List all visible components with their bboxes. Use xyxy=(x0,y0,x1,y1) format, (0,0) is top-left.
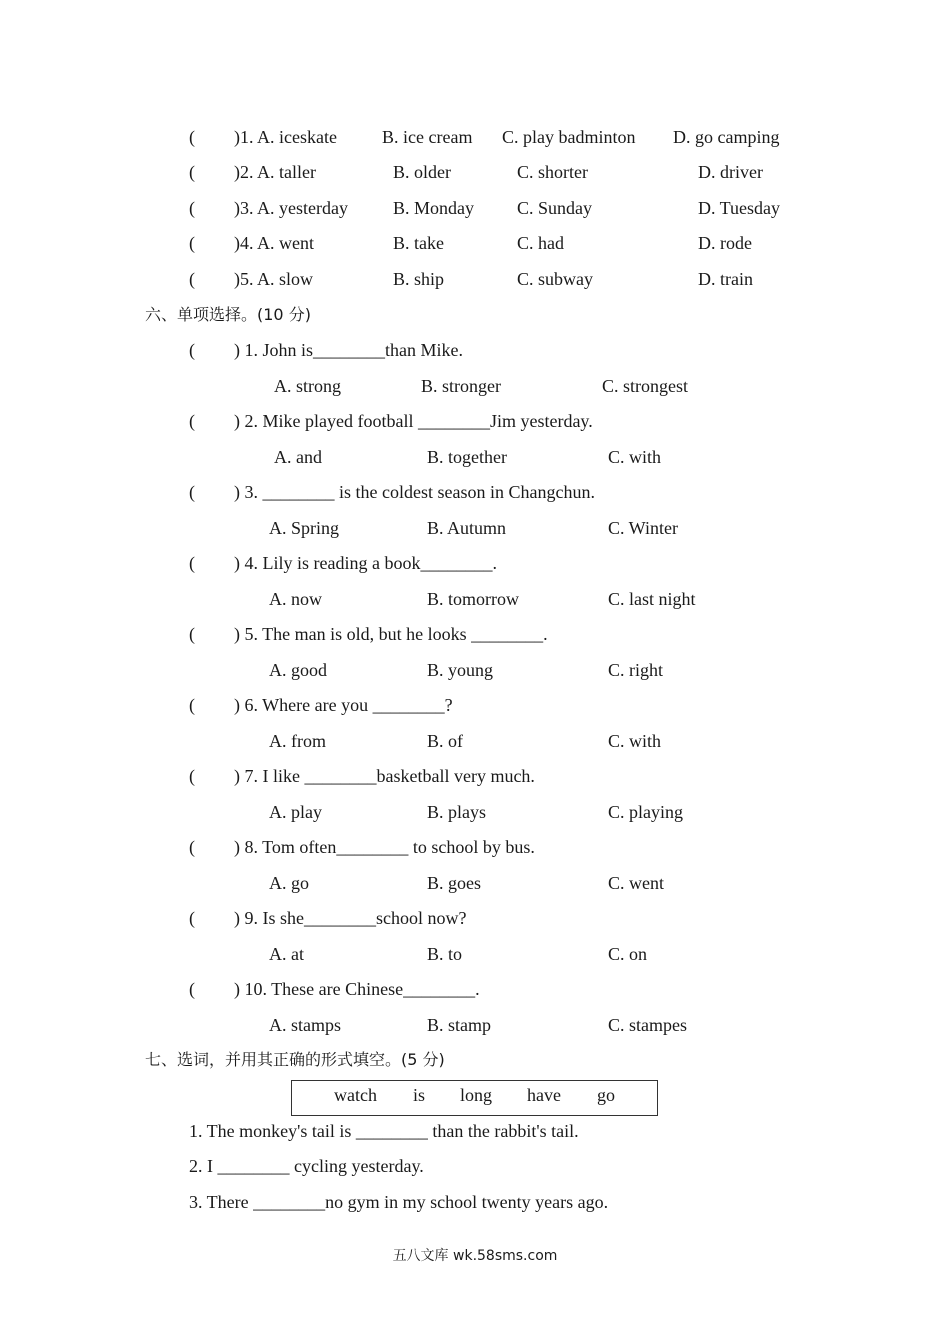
option-a: A. go xyxy=(269,873,309,893)
option-c: C. play badminton xyxy=(502,127,636,147)
option-b: B. take xyxy=(393,233,444,253)
option-a: )1. A. iceskate xyxy=(234,127,337,147)
option-c: C. playing xyxy=(608,802,683,822)
word-bank-item: go xyxy=(597,1085,615,1105)
answer-paren: ( xyxy=(189,411,195,431)
answer-paren: ( xyxy=(189,979,195,999)
question-text: ) 3. ________ is the coldest season in Changchun. xyxy=(234,482,595,502)
option-c: C. with xyxy=(608,447,662,467)
fill-sentence: 3. There ________no gym in my school twenty years ago. xyxy=(189,1192,609,1212)
question-text: ) 10. These are Chinese________. xyxy=(234,979,480,999)
option-b: B. to xyxy=(427,944,463,964)
option-b: B. Monday xyxy=(393,198,474,218)
question-text: ) 9. Is she________school now? xyxy=(234,908,467,928)
option-b: B. of xyxy=(427,731,463,751)
option-a: A. good xyxy=(269,660,327,680)
option-c: C. subway xyxy=(517,269,593,289)
option-b: B. plays xyxy=(427,802,487,822)
option-b: B. together xyxy=(427,447,507,467)
answer-paren: ( xyxy=(189,553,195,573)
answer-paren: ( xyxy=(189,624,195,644)
answer-paren: ( xyxy=(189,695,195,715)
word-bank-item: have xyxy=(527,1085,561,1105)
question-text: ) 5. The man is old, but he looks ________. xyxy=(234,624,548,644)
option-a: )4. A. went xyxy=(234,233,314,253)
option-c: C. Sunday xyxy=(517,198,593,218)
answer-paren: ( xyxy=(189,233,195,253)
question-text: ) 7. I like ________basketball very much. xyxy=(234,766,535,786)
answer-paren: ( xyxy=(189,127,195,147)
option-a: )5. A. slow xyxy=(234,269,314,289)
page-footer: 五八文库 wk.58sms.com xyxy=(392,1248,558,1264)
option-c: C. last night xyxy=(608,589,696,609)
question-text: ) 4. Lily is reading a book________. xyxy=(234,553,497,573)
option-c: C. right xyxy=(608,660,664,680)
option-b: B. stronger xyxy=(421,376,501,396)
answer-paren: ( xyxy=(189,837,195,857)
option-a: A. Spring xyxy=(269,518,340,538)
option-c: C. went xyxy=(608,873,664,893)
option-a: A. stamps xyxy=(269,1015,341,1035)
fill-sentence: 2. I ________ cycling yesterday. xyxy=(189,1156,424,1176)
answer-paren: ( xyxy=(189,482,195,502)
option-a: A. at xyxy=(269,944,304,964)
answer-paren: ( xyxy=(189,162,195,182)
option-d: D. train xyxy=(698,269,753,289)
option-d: D. go camping xyxy=(673,127,780,147)
option-c: C. on xyxy=(608,944,648,964)
option-b: B. young xyxy=(427,660,494,680)
answer-paren: ( xyxy=(189,766,195,786)
fill-sentence: 1. The monkey's tail is ________ than the rabbit's tail. xyxy=(189,1121,579,1141)
option-c: C. stampes xyxy=(608,1015,687,1035)
option-d: D. Tuesday xyxy=(698,198,781,218)
option-b: B. tomorrow xyxy=(427,589,519,609)
option-a: A. and xyxy=(274,447,322,467)
option-c: C. shorter xyxy=(517,162,588,182)
question-text: ) 6. Where are you ________? xyxy=(234,695,453,715)
option-b: B. ship xyxy=(393,269,445,289)
option-a: )3. A. yesterday xyxy=(234,198,348,218)
answer-paren: ( xyxy=(189,908,195,928)
option-c: C. had xyxy=(517,233,564,253)
word-bank-item: long xyxy=(460,1085,493,1105)
option-b: B. stamp xyxy=(427,1015,492,1035)
option-c: C. with xyxy=(608,731,662,751)
option-a: A. strong xyxy=(274,376,341,396)
option-a: A. play xyxy=(269,802,322,822)
word-bank-item: watch xyxy=(334,1085,377,1105)
option-b: B. goes xyxy=(427,873,481,893)
option-b: B. Autumn xyxy=(427,518,507,538)
answer-paren: ( xyxy=(189,269,195,289)
option-d: D. driver xyxy=(698,162,763,182)
option-d: D. rode xyxy=(698,233,752,253)
option-a: A. from xyxy=(269,731,326,751)
question-text: ) 1. John is________than Mike. xyxy=(234,340,463,360)
option-a: )2. A. taller xyxy=(234,162,316,182)
section-7-title: 七、选词，并用其正确的形式填空。(5 分) xyxy=(145,1050,445,1069)
word-bank-item: is xyxy=(413,1085,426,1105)
answer-paren: ( xyxy=(189,340,195,360)
question-text: ) 8. Tom often________ to school by bus. xyxy=(234,837,535,857)
option-c: C. Winter xyxy=(608,518,678,538)
option-c: C. strongest xyxy=(602,376,689,396)
section-6-title: 六、单项选择。(10 分) xyxy=(145,305,311,324)
option-a: A. now xyxy=(269,589,322,609)
question-text: ) 2. Mike played football ________Jim yesterday. xyxy=(234,411,593,431)
option-b: B. ice cream xyxy=(382,127,473,147)
answer-paren: ( xyxy=(189,198,195,218)
option-b: B. older xyxy=(393,162,451,182)
